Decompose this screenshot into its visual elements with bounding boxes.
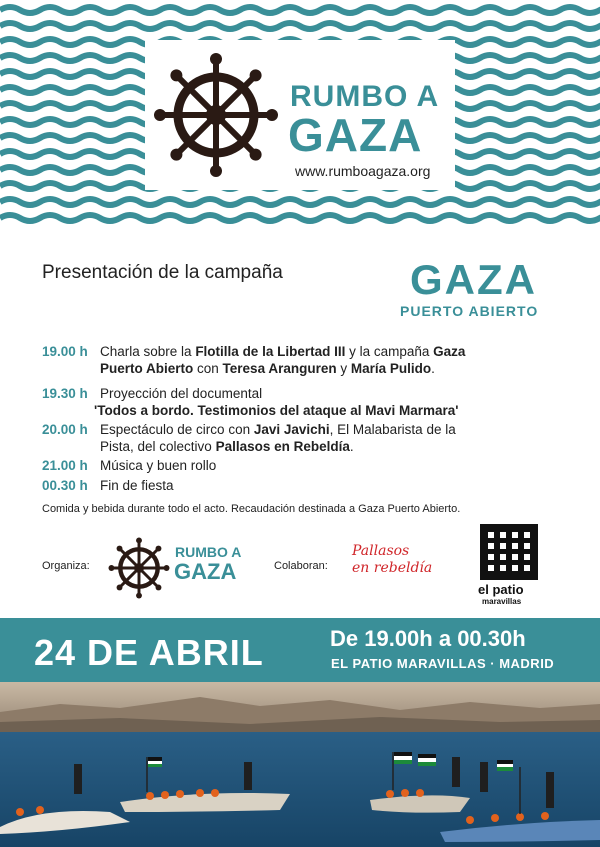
wave-line bbox=[0, 7, 600, 13]
wave-line bbox=[0, 215, 600, 221]
logo-title-line1: RUMBO A bbox=[290, 80, 440, 113]
schedule-item-3: 20.00 h Espectáculo de circo con Javi Javichi, El Malabarista de la Pista, del colectivo Pallasos en Rebeldía. bbox=[42, 422, 456, 454]
header-logo-panel bbox=[145, 40, 455, 190]
pallasos-logo: Pallasos en rebeldía bbox=[352, 543, 433, 576]
organiza-label: Organiza: bbox=[42, 560, 90, 572]
schedule-item-4: 21.00 h Música y buen rollo bbox=[42, 458, 217, 473]
ship-wheel-icon bbox=[153, 52, 279, 178]
logo-title-line2: GAZA bbox=[288, 109, 423, 161]
wave-line bbox=[0, 199, 600, 205]
event-note: Comida y bebida durante todo el acto. Recaudación destinada a Gaza Puerto Abierto. bbox=[42, 503, 461, 515]
website-url[interactable]: www.rumboagaza.org bbox=[295, 163, 431, 179]
schedule-item-2: 19.30 h Proyección del documental 'Todos a bordo. Testimonios del ataque al Mavi Marmara' bbox=[42, 386, 459, 418]
colaboran-label: Colaboran: bbox=[274, 560, 328, 572]
org-logo-line2: GAZA bbox=[174, 559, 237, 584]
patio-logo-line2: maravillas bbox=[482, 597, 522, 606]
event-place: EL PATIO MARAVILLAS · MADRID bbox=[331, 656, 555, 671]
campaign-intro: Presentación de la campaña bbox=[42, 262, 283, 283]
schedule-item-1: 19.00 h Charla sobre la Flotilla de la Libertad III y la campaña Gaza Puerto Abierto con Teresa Aranguren y María Pulido. bbox=[42, 344, 466, 376]
org-logo-line1: RUMBO A bbox=[175, 544, 242, 560]
patio-logo-line1: el patio bbox=[478, 582, 524, 597]
event-date: 24 DE ABRIL bbox=[34, 632, 264, 673]
schedule-item-5: 00.30 h Fin de fiesta bbox=[42, 478, 174, 493]
event-hours: De 19.00h a 00.30h bbox=[330, 626, 526, 651]
boats-photo bbox=[0, 682, 600, 847]
patio-maravillas-logo-icon bbox=[480, 524, 538, 580]
campaign-subtitle: PUERTO ABIERTO bbox=[400, 303, 539, 319]
wave-line bbox=[0, 23, 600, 29]
ship-wheel-small-icon bbox=[108, 537, 170, 599]
campaign-name: GAZA bbox=[410, 256, 537, 303]
